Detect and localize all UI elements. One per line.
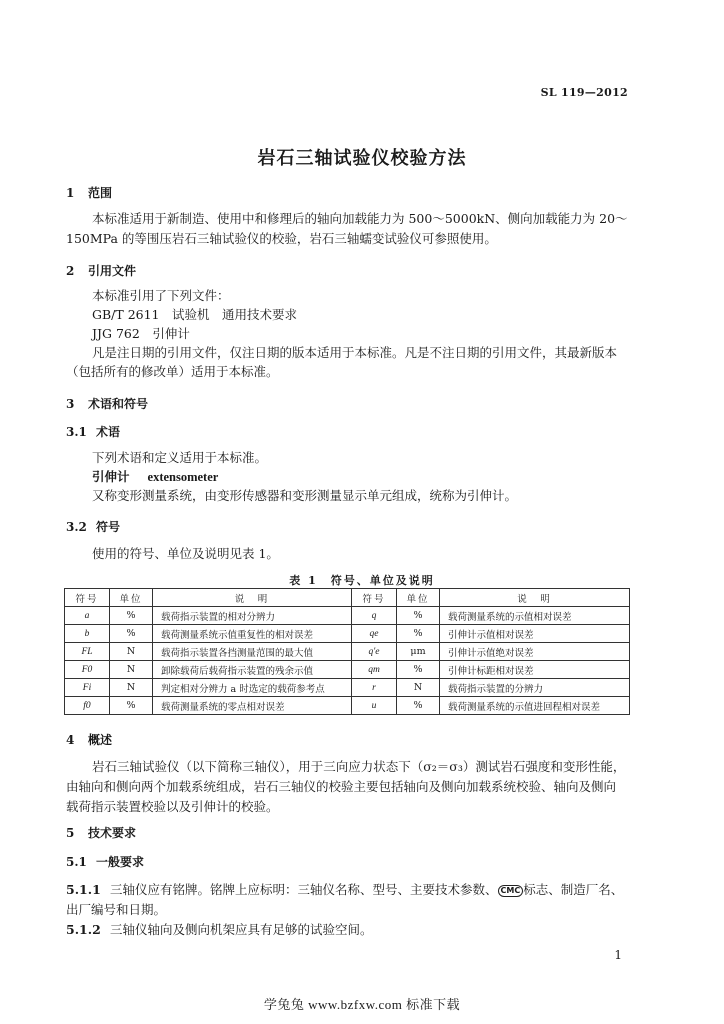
page-number: 1 [614, 948, 622, 962]
cell-symbol: q'e [352, 643, 397, 661]
table-row [65, 607, 630, 625]
section-5-heading [66, 824, 136, 841]
section-title: 范围 [88, 186, 113, 200]
term-definition: 又称变形测量系统，由变形传感器和变形测量显示单元组成，统称为引伸计。 [92, 488, 518, 503]
clause-5-1-1-line1 [66, 880, 648, 900]
table-header-row [65, 589, 630, 607]
section-number: 1 [66, 186, 75, 200]
term-chinese: 引伸计 [92, 469, 130, 484]
section-number: 3 [66, 397, 75, 411]
sec4-line1: 岩石三轴试验仪（以下简称三轴仪），用于三向应力状态下（σ₂＝σ₃）测试岩石强度和变形性能， [92, 759, 626, 774]
symbols-table [64, 588, 630, 715]
table-row [65, 697, 630, 715]
section-number: 3.2 [66, 520, 87, 534]
cell-symbol: qe [352, 625, 397, 643]
section-number: 2 [66, 264, 75, 278]
cell-unit: % [110, 697, 153, 715]
cell-description: 引伸计示值相对误差 [440, 625, 630, 643]
sec32-intro: 使用的符号、单位及说明见表 1。 [92, 546, 279, 561]
cell-description: 卸除载荷后载荷指示装置的残余示值 [153, 661, 352, 679]
header-symbol: 符号 [352, 589, 397, 607]
section-title: 技术要求 [88, 826, 137, 840]
section-3-1-heading [66, 423, 120, 440]
cell-symbol: FL [65, 643, 110, 661]
reference-jjg762: JJG 762 引伸计 [92, 326, 190, 341]
cell-description: 引伸计示值绝对误差 [440, 643, 630, 661]
clause-number: 5.1.2 [66, 922, 101, 937]
document-code: SL 119—2012 [540, 86, 628, 99]
section-title: 术语 [96, 425, 121, 439]
cmc-mark-icon: CMC [498, 885, 524, 897]
cell-unit: N [110, 679, 153, 697]
cell-description: 载荷指示装置的相对分辨力 [153, 607, 352, 625]
sec1-paragraph-line1: 本标准适用于新制造、使用中和修理后的轴向加载能力为 500～5000kN、侧向加载能力为 20～ [92, 211, 628, 226]
section-2-heading [66, 262, 136, 279]
term-english: extensometer [147, 470, 219, 484]
sec4-line2: 由轴向和侧向两个加载系统组成，岩石三轴仪的校验主要包括轴向及侧向加载系统校验、轴向及侧向 [66, 779, 617, 794]
table-row [65, 661, 630, 679]
cell-unit: % [397, 697, 440, 715]
sec2-intro: 本标准引用了下列文件： [92, 288, 230, 303]
section-1-heading [66, 184, 112, 201]
cell-symbol: q [352, 607, 397, 625]
header-description: 说 明 [440, 589, 630, 607]
cell-unit: % [110, 625, 153, 643]
cell-symbol: qm [352, 661, 397, 679]
reference-gbt2611: GB/T 2611 试验机 通用技术要求 [92, 307, 298, 322]
cell-description: 载荷指示装置的分辨力 [440, 679, 630, 697]
section-3-heading [66, 395, 148, 412]
cell-description: 引伸计标距相对误差 [440, 661, 630, 679]
clause-text-a: 三轴仪应有铭牌。铭牌上应标明：三轴仪名称、型号、主要技术参数、 [110, 882, 498, 897]
section-3-2-heading [66, 518, 120, 535]
table-row [65, 643, 630, 661]
section-title: 一般要求 [96, 855, 145, 869]
page-title: 岩石三轴试验仪校验方法 [257, 148, 467, 169]
sec4-line3: 载荷指示装置校验以及引伸计的校验。 [66, 799, 279, 814]
header-symbol: 符号 [65, 589, 110, 607]
table-row [65, 679, 630, 697]
term-entry [92, 467, 652, 487]
cell-unit: % [397, 661, 440, 679]
cell-description: 载荷指示装置各挡测量范围的最大值 [153, 643, 352, 661]
cell-symbol: r [352, 679, 397, 697]
cell-unit: N [110, 643, 153, 661]
clause-text: 三轴仪轴向及侧向机架应具有足够的试验空间。 [110, 922, 373, 937]
cell-unit: % [397, 625, 440, 643]
cell-symbol: a [65, 607, 110, 625]
cell-description: 载荷测量系统的零点相对误差 [153, 697, 352, 715]
section-number: 3.1 [66, 425, 87, 439]
cell-description: 载荷测量系统示值重复性的相对误差 [153, 625, 352, 643]
cell-unit: μm [397, 643, 440, 661]
sec1-paragraph-line2: 150MPa 的等围压岩石三轴试验仪的校验，岩石三轴蠕变试验仪可参照使用。 [66, 231, 497, 246]
section-title: 概述 [88, 733, 113, 747]
header-unit: 单位 [110, 589, 153, 607]
section-4-heading [66, 731, 112, 748]
clause-5-1-1-line2: 出厂编号和日期。 [66, 902, 167, 917]
table-caption: 表 1 符号、单位及说明 [289, 574, 435, 587]
cell-unit: N [397, 679, 440, 697]
cell-description: 载荷测量系统的示值进回程相对误差 [440, 697, 630, 715]
header-description: 说 明 [153, 589, 352, 607]
clause-text-b: 标志、制造厂名、 [523, 882, 624, 897]
clause-number: 5.1.1 [66, 882, 101, 897]
cell-symbol: Fi [65, 679, 110, 697]
sec2-note-line2: （包括所有的修改单）适用于本标准。 [66, 364, 279, 379]
cell-unit: % [110, 607, 153, 625]
cell-symbol: u [352, 697, 397, 715]
section-title: 术语和符号 [88, 397, 149, 411]
cell-description: 载荷测量系统的示值相对误差 [440, 607, 630, 625]
section-title: 符号 [96, 520, 121, 534]
cell-unit: N [110, 661, 153, 679]
section-5-1-heading [66, 853, 144, 870]
clause-5-1-2 [66, 920, 648, 940]
section-number: 5 [66, 826, 75, 840]
footer-watermark: 学兔兔 www.bzfxw.com 标准下载 [263, 997, 461, 1012]
cell-symbol: F0 [65, 661, 110, 679]
cell-unit: % [397, 607, 440, 625]
section-title: 引用文件 [88, 264, 137, 278]
cell-description: 判定相对分辨力 a 时选定的载荷参考点 [153, 679, 352, 697]
header-unit: 单位 [397, 589, 440, 607]
section-number: 4 [66, 733, 75, 747]
sec2-note-line1: 凡是注日期的引用文件，仅注日期的版本适用于本标准。凡是不注日期的引用文件，其最新版本 [92, 345, 618, 360]
cell-symbol: b [65, 625, 110, 643]
section-number: 5.1 [66, 855, 87, 869]
cell-symbol: f0 [65, 697, 110, 715]
table-row [65, 625, 630, 643]
sec31-intro: 下列术语和定义适用于本标准。 [92, 450, 268, 465]
